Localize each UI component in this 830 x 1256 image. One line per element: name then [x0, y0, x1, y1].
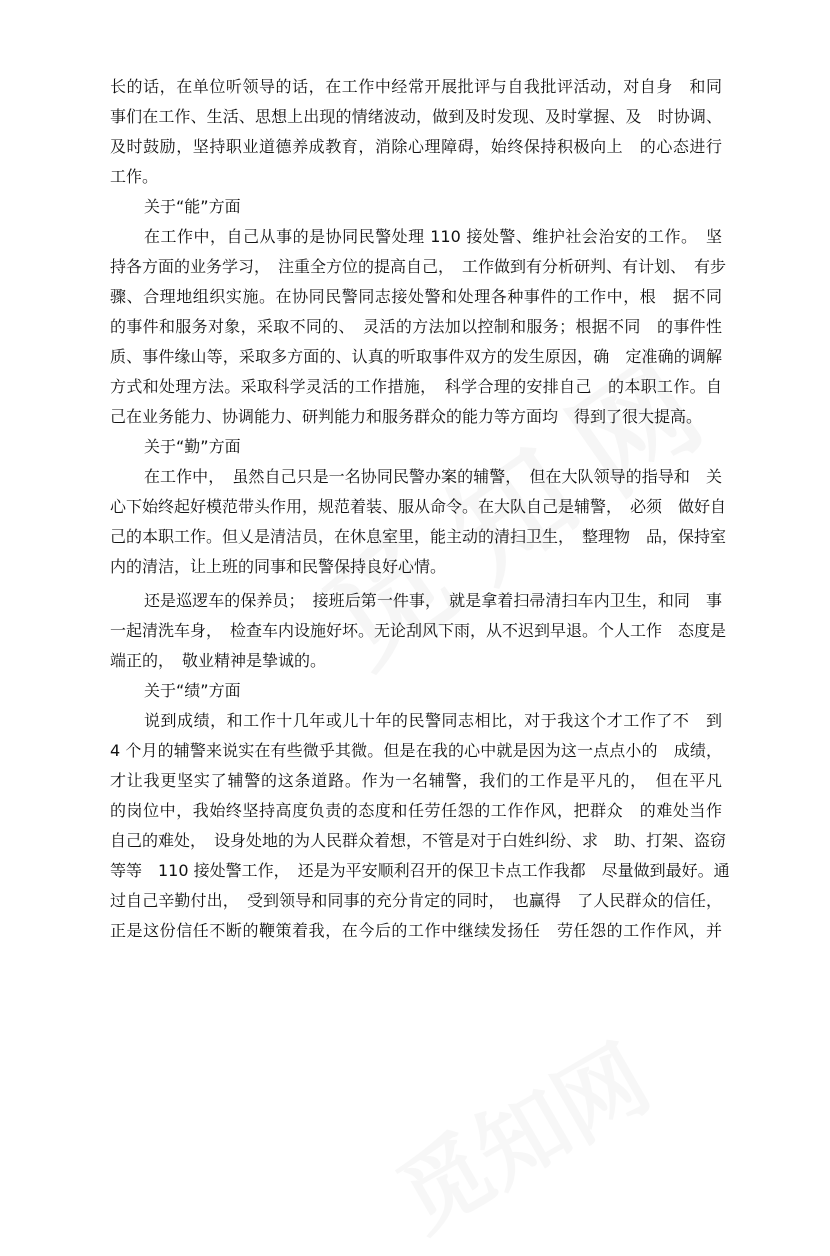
- text-line: 过自己辛勤付出， 受到领导和同事的充分肯定的同时， 也赢得 了人民群众的信任，: [110, 891, 722, 910]
- paragraph: [110, 222, 727, 432]
- text-line: 工作。: [110, 167, 159, 186]
- document-body: [110, 72, 730, 946]
- paragraph: [110, 706, 730, 946]
- text-line: 持各方面的业务学习， 注重全方位的提高自己， 工作做到有分析研判、有计划、 有步: [110, 257, 727, 276]
- text-line: 的岗位中，我始终坚持高度负责的态度和任劳任怨的工作作风，把群众 的难处当作: [110, 801, 722, 820]
- text-line: 心下始终起好模范带头作用，规范着装、服从命令。在大队自己是辅警， 必须 做好自: [110, 497, 727, 516]
- section-heading: 关于“绩”方面: [144, 681, 241, 700]
- text-line: 正是这份信任不断的鞭策着我，在今后的工作中继续发扬任 劳任怨的工作作风，并: [110, 921, 722, 940]
- text-line: 才让我更坚实了辅警的这条道路。作为一名辅警，我们的工作是平凡的， 但在平凡: [110, 771, 722, 790]
- text-line: 一起清洗车身， 检查车内设施好坏。无论刮风下雨，从不迟到早退。个人工作 态度是: [110, 621, 727, 640]
- text-line: 事们在工作、生活、思想上出现的情绪波动，做到及时发现、及时掌握、及 时协调、: [110, 107, 722, 126]
- paragraph: [110, 462, 727, 582]
- text-line: 4 个月的辅警来说实在有些微乎其微。但是在我的心中就是因为这一点点小的 成绩，: [110, 741, 722, 760]
- text-line: 的事件和服务对象，采取不同的、 灵活的方法加以控制和服务；根据不同 的事件性: [110, 317, 722, 336]
- text-line: 己的本职工作。但乂是清洁员，在休息室里，能主动的清扫卫生， 整理物 品，保持室: [110, 527, 727, 546]
- text-line: 内的清洁，让上班的同事和民警保持良好心情。: [110, 557, 447, 576]
- text-line: 骤、合理地组织实施。在协同民警同志接处警和处理各种事件的工作中，根 据不同: [110, 287, 722, 306]
- text-line: 己在业务能力、协调能力、研判能力和服务群众的能力等方面均 得到了很大提高。: [110, 407, 703, 426]
- section-heading: 关于“勤”方面: [144, 437, 241, 456]
- text-line: 方式和处理方法。采取科学灵活的工作措施， 科学合理的安排自己 的本职工作。自: [110, 377, 722, 396]
- text-line: 在工作中， 虽然自己只是一名协同民警办案的辅警， 但在大队领导的指导和 关: [144, 467, 722, 486]
- text-line: 质、事件缘山等，采取多方面的、认真的听取事件双方的发生原因，确 定准确的调解: [110, 347, 722, 366]
- paragraph: [110, 586, 727, 676]
- text-line: 在工作中，自己从事的是协同民警处理 110 接处警、维护社会治安的工作。 坚: [144, 227, 722, 246]
- text-line: 长的话，在单位听领导的话，在工作中经常开展批评与自我批评活动，对自身 和同: [110, 77, 722, 96]
- text-line: 还是巡逻车的保养员； 接班后第一件事， 就是拿着扫帚清扫车内卫生，和同 事: [144, 591, 722, 610]
- text-line: 自己的难处， 设身处地的为人民群众着想，不管是对于白姓纠纷、求 助、打架、盗窃: [110, 831, 727, 850]
- text-line: 等等 110 接处警工作， 还是为平安顺利召开的保卫卡点工作我都 尽量做到最好。通: [110, 861, 730, 880]
- text-line: 说到成绩，和工作十几年或儿十年的民警同志相比，对于我这个才工作了不 到: [144, 711, 722, 730]
- paragraph: [110, 72, 722, 192]
- watermark-bottom: [370, 993, 690, 1247]
- section-heading: 关于“能”方面: [144, 197, 241, 216]
- text-line: 端正的， 敬业精神是挚诚的。: [110, 651, 327, 670]
- text-line: 及时鼓励，坚持职业道德养成教育，消除心理障碍，始终保持积极向上 的心态进行: [110, 137, 722, 156]
